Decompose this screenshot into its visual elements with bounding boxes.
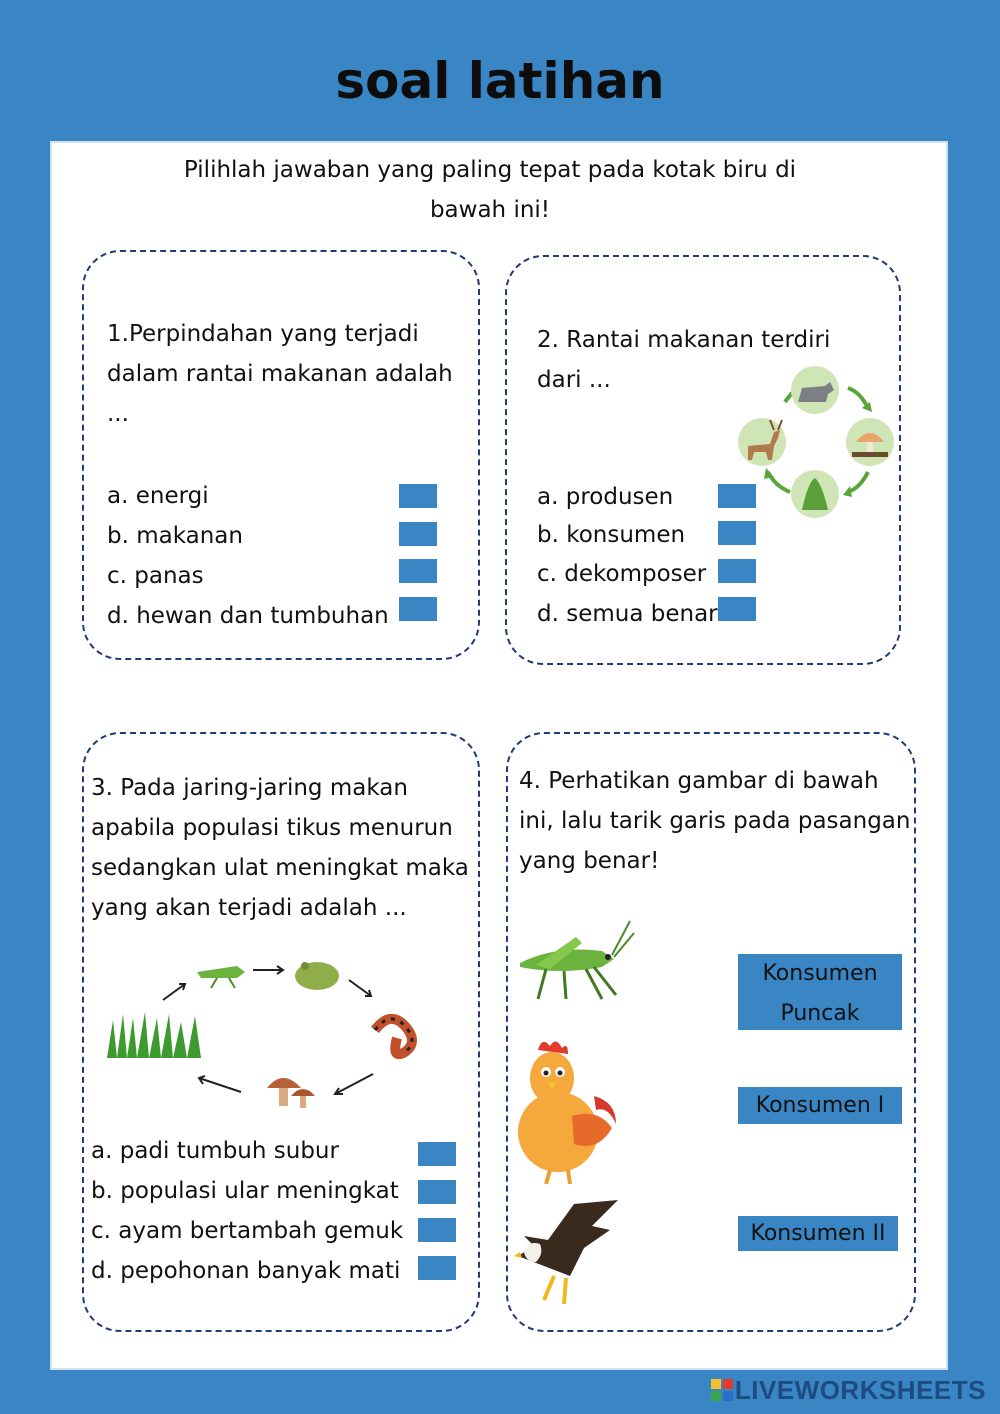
- q1-line: dalam rantai makanan adalah: [107, 361, 453, 387]
- q3-line: sedangkan ulat meningkat maka: [91, 855, 469, 881]
- page-title: soal latihan: [335, 52, 665, 110]
- q1-option-b: b. makanan: [107, 523, 243, 549]
- footer-text: LIVEWORKSHEETS: [734, 1375, 986, 1405]
- logo-icon: [711, 1379, 733, 1401]
- q2-option-a: a. produsen: [537, 484, 674, 510]
- q3-option-b: b. populasi ular meningkat: [91, 1178, 399, 1204]
- q1-option-d: d. hewan dan tumbuhan: [107, 603, 389, 629]
- q3-answer-box-c[interactable]: [418, 1218, 456, 1242]
- q3-option-c: c. ayam bertambah gemuk: [91, 1218, 404, 1244]
- q3-option-d: d. pepohonan banyak mati: [91, 1258, 401, 1284]
- q4-line: yang benar!: [519, 848, 660, 874]
- grasshopper-icon: [197, 966, 245, 988]
- mushroom-icon: [267, 1078, 315, 1108]
- q2-option-d: d. semua benar: [537, 601, 718, 627]
- q2-option-c: c. dekomposer: [537, 561, 707, 587]
- q3-answer-box-a[interactable]: [418, 1142, 456, 1166]
- q1-line: ...: [107, 401, 129, 427]
- q2-line: 2. Rantai makanan terdiri: [537, 327, 831, 353]
- eagle-icon[interactable]: [514, 1196, 624, 1316]
- q1-answer-box-c[interactable]: [399, 559, 437, 583]
- liveworksheets-logo: [711, 1375, 986, 1406]
- q2-answer-box-a[interactable]: [718, 484, 756, 508]
- snake-icon: [375, 1019, 412, 1054]
- q1-option-c: c. panas: [107, 563, 204, 589]
- q3-answer-box-b[interactable]: [418, 1180, 456, 1204]
- instructions: Pilihlah jawaban yang paling tepat pada kotak biru di bawah ini!: [183, 157, 797, 223]
- grass-icon: [107, 1012, 201, 1058]
- label-konsumen-1[interactable]: Konsumen I: [738, 1087, 902, 1124]
- q1-answer-box-b[interactable]: [399, 522, 437, 546]
- q1-line: 1.Perpindahan yang terjadi: [107, 321, 419, 347]
- q4-line: ini, lalu tarik garis pada pasangan: [519, 808, 911, 834]
- q1-question: [107, 314, 467, 434]
- grasshopper-icon[interactable]: [516, 915, 636, 1005]
- q2-answer-box-d[interactable]: [718, 597, 756, 621]
- deer-icon: [738, 418, 786, 466]
- frog-icon: [295, 962, 339, 990]
- mushroom-icon: [846, 418, 894, 466]
- q1-answer-box-a[interactable]: [399, 484, 437, 508]
- label-konsumen-2[interactable]: Konsumen II: [738, 1216, 898, 1251]
- q3-question: [91, 768, 471, 928]
- q4-question: [519, 761, 911, 881]
- q4-line: 4. Perhatikan gambar di bawah: [519, 768, 879, 794]
- q2-answer-box-b[interactable]: [718, 521, 756, 545]
- q1-option-a: a. energi: [107, 483, 209, 509]
- label-konsumen-puncak[interactable]: Konsumen Puncak: [738, 954, 902, 1030]
- plant-icon: [791, 470, 839, 518]
- q2-option-b: b. konsumen: [537, 522, 686, 548]
- food-web-illustration: [105, 948, 435, 1113]
- q3-line: yang akan terjadi adalah ...: [91, 895, 407, 921]
- q1-answer-box-d[interactable]: [399, 597, 437, 621]
- q3-answer-box-d[interactable]: [418, 1256, 456, 1280]
- q2-line: dari ...: [537, 367, 611, 393]
- chicken-icon[interactable]: [512, 1036, 620, 1186]
- q3-option-a: a. padi tumbuh subur: [91, 1138, 339, 1164]
- wolf-icon: [791, 366, 839, 414]
- q2-answer-box-c[interactable]: [718, 559, 756, 583]
- q3-line: 3. Pada jaring-jaring makan: [91, 775, 408, 801]
- q3-line: apabila populasi tikus menurun: [91, 815, 453, 841]
